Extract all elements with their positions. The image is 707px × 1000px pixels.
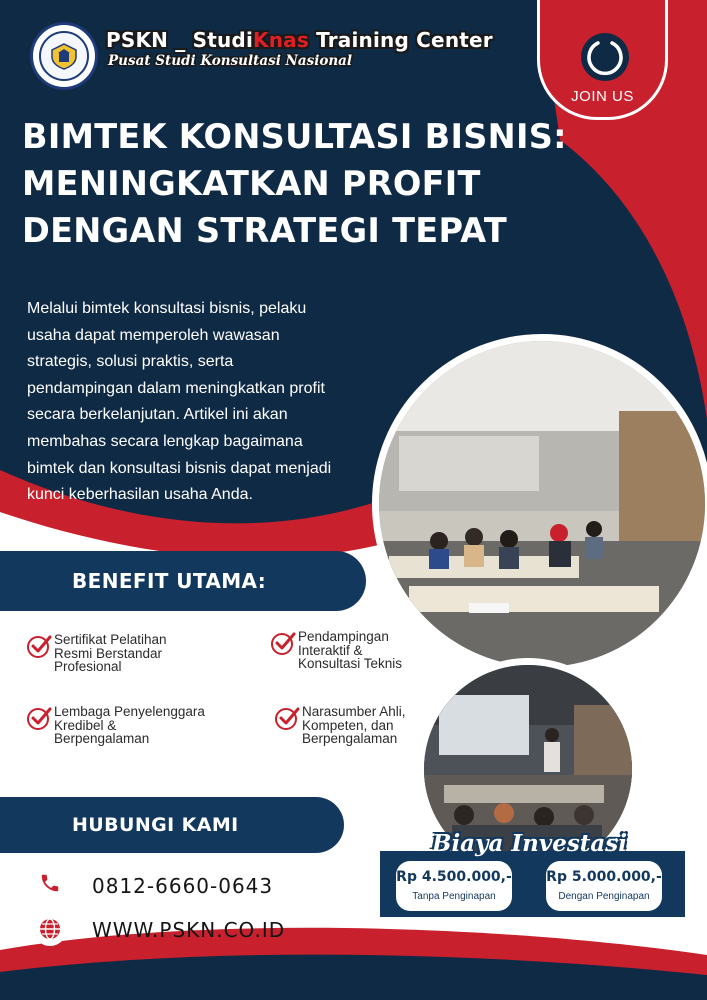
pricing-title: Biaya Investasi xyxy=(432,830,627,857)
benefit-text: Berpengalaman xyxy=(302,731,398,746)
pskn-seal-logo xyxy=(30,22,98,90)
intro-line: secara berkelanjutan. Artikel ini akan xyxy=(27,406,288,424)
price-amount: Rp 4.500.000,- xyxy=(396,869,512,885)
intro-line: bimtek dan konsultasi bisnis dapat menjadi xyxy=(27,459,332,477)
check-circle-icon xyxy=(26,705,52,731)
price-card xyxy=(546,861,662,911)
benefit-item xyxy=(274,705,406,746)
check-circle-icon xyxy=(26,633,52,659)
benefit-text: Resmi Berstandar xyxy=(54,645,163,661)
contact-heading: HUBUNGI KAMI xyxy=(72,814,239,836)
benefit-text: Interaktif & xyxy=(298,642,363,658)
intro-paragraph xyxy=(27,296,377,509)
globe-icon xyxy=(33,912,67,946)
title-line: DENGAN STRATEGI TEPAT xyxy=(22,211,507,250)
benefit-text: Berpengalaman xyxy=(54,731,150,746)
price-card xyxy=(396,861,512,911)
phone-icon xyxy=(33,866,67,900)
check-circle-icon xyxy=(270,630,296,656)
intro-line: pendampingan dalam meningkatkan profit xyxy=(27,379,325,397)
benefit-heading: BENEFIT UTAMA: xyxy=(72,569,267,593)
intro-line: strategis, solusi praktis, serta xyxy=(27,353,234,371)
benefit-heading-bar xyxy=(0,551,366,611)
benefit-text: Profesional xyxy=(54,659,122,674)
title-line: BIMTEK KONSULTASI BISNIS: xyxy=(22,117,567,156)
benefit-text: Kredibel & xyxy=(54,717,117,733)
intro-line: usaha dapat memperoleh wawasan xyxy=(27,326,280,344)
join-us-button[interactable] xyxy=(537,0,668,120)
join-us-label: JOIN US xyxy=(571,88,634,105)
price-note: Dengan Penginapan xyxy=(558,891,650,902)
price-amount: Rp 5.000.000,- xyxy=(546,869,662,885)
intro-line: Melalui bimtek konsultasi bisnis, pelaku xyxy=(27,300,307,317)
benefit-text: Sertifikat Pelatihan xyxy=(54,632,167,647)
website-link[interactable]: WWW.PSKN.CO.ID xyxy=(92,918,286,942)
phone-number[interactable]: 0812-6660-0643 xyxy=(92,874,274,898)
brand-subtitle: Pusat Studi Konsultasi Nasional xyxy=(108,53,353,69)
training-room-photo xyxy=(372,334,707,674)
benefit-text: Konsultasi Teknis xyxy=(298,656,403,671)
power-ring-icon xyxy=(580,32,630,82)
benefit-text: Lembaga Penyelenggara xyxy=(54,704,205,719)
intro-line: kunci keberhasilan usaha Anda. xyxy=(27,486,253,504)
benefit-item xyxy=(270,630,402,671)
brand-name: PSKN _ StudiKnas Training Center xyxy=(106,28,493,52)
benefit-text: Kompeten, dan xyxy=(302,717,394,733)
price-note: Tanpa Penginapan xyxy=(412,891,496,902)
intro-line: membahas secara lengkap bagaimana xyxy=(27,432,303,450)
benefit-text: Pendampingan xyxy=(298,629,389,644)
contact-heading-bar xyxy=(0,797,344,853)
check-circle-icon xyxy=(274,705,300,731)
page-title xyxy=(22,113,582,254)
benefit-text: Narasumber Ahli, xyxy=(302,704,406,719)
title-line: MENINGKATKAN PROFIT xyxy=(22,164,481,203)
benefit-item xyxy=(26,705,205,746)
benefit-item xyxy=(26,633,167,674)
